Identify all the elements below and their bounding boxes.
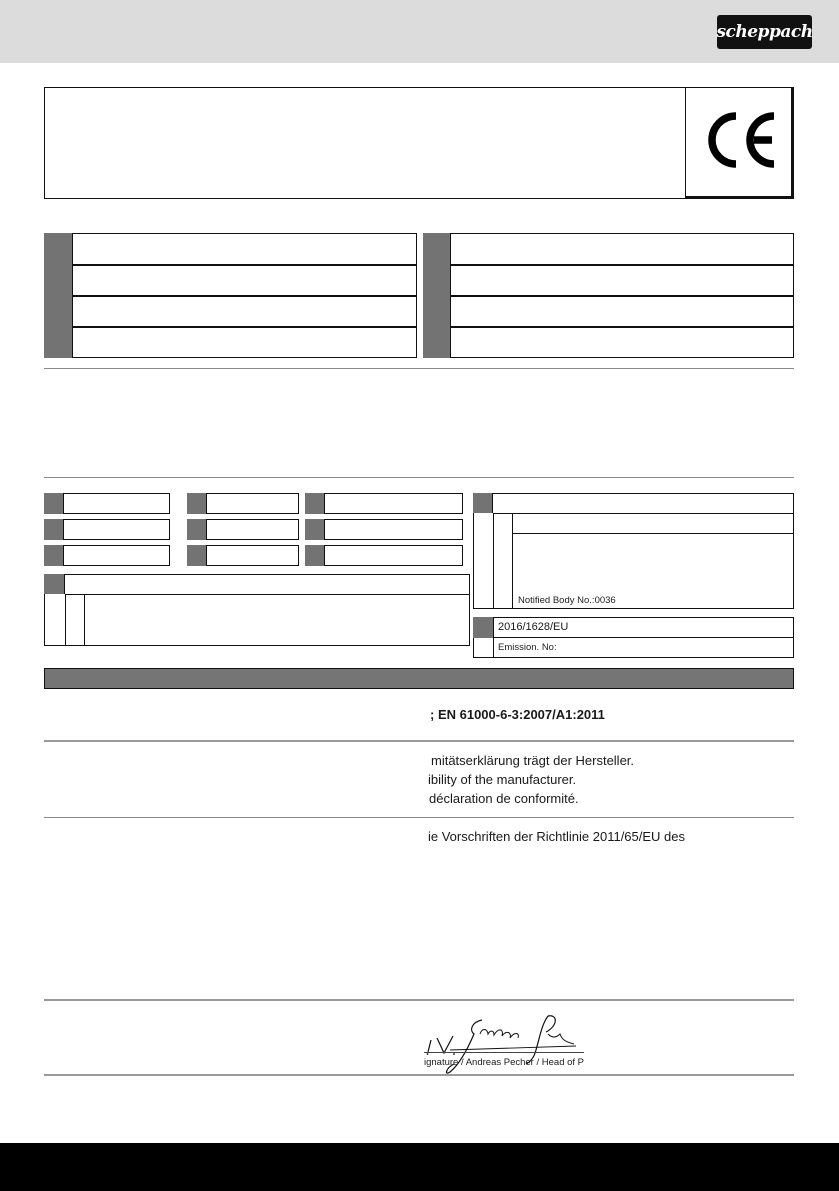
responsibility-fr: déclaration de conformité. <box>429 791 579 806</box>
section-divider <box>44 368 794 369</box>
directive-checkbox <box>44 574 65 594</box>
language-row <box>423 327 794 358</box>
footer-band <box>0 1143 839 1191</box>
language-code-box <box>44 296 73 327</box>
standards-list: ; EN 61000-6-3:2007/A1:2011 <box>430 707 605 722</box>
section-divider <box>44 740 794 742</box>
language-row <box>44 296 417 327</box>
indent-cell <box>493 513 513 609</box>
signature-image <box>424 1010 594 1080</box>
directive-checkbox <box>187 545 207 566</box>
language-code-box <box>423 327 451 358</box>
emission-number-label: Emission. No: <box>498 642 557 653</box>
box-divider <box>493 637 794 638</box>
directive-checkbox <box>187 519 207 540</box>
section-divider <box>44 999 794 1001</box>
language-code-box <box>44 233 73 265</box>
directive-checkbox <box>187 493 207 514</box>
directive-field <box>305 493 463 514</box>
box-divider <box>493 513 794 514</box>
directive-checkbox <box>44 519 64 540</box>
header-band <box>0 0 839 63</box>
language-row <box>44 265 417 296</box>
machinery-directive-box <box>473 493 794 609</box>
directive-field <box>305 545 463 566</box>
section-divider <box>44 1074 794 1076</box>
language-row <box>423 296 794 327</box>
language-code-box <box>423 296 451 327</box>
signature-line <box>424 1052 584 1053</box>
responsibility-en: ibility of the manufacturer. <box>428 772 577 787</box>
language-row <box>44 233 417 265</box>
indent-cell <box>65 594 85 646</box>
language-code-box <box>423 233 451 265</box>
language-row <box>44 327 417 358</box>
brand-logo: scheppach <box>717 15 812 49</box>
directive-checkbox <box>473 493 493 513</box>
box-divider <box>513 533 794 534</box>
language-row <box>423 233 794 265</box>
directive-checkbox <box>44 545 64 566</box>
rohs-statement: ie Vorschriften der Richtlinie 2011/65/EU des <box>428 829 686 844</box>
directive-checkbox <box>44 493 64 514</box>
notified-body-label: Notified Body No.:0036 <box>518 595 616 606</box>
directive-checkbox <box>473 617 493 638</box>
directive-checkbox <box>305 493 325 514</box>
language-row <box>423 265 794 296</box>
section-divider <box>44 817 794 818</box>
language-code-box <box>423 265 451 296</box>
signature-caption: ignature / Andreas Pecher / Head of P <box>424 1057 585 1068</box>
directive-checkbox <box>305 545 325 566</box>
responsibility-de: mitätserklärung trägt der Hersteller. <box>431 753 635 768</box>
ce-mark-icon <box>700 108 780 172</box>
box-divider <box>65 594 470 595</box>
directive-code: 2016/1628/EU <box>498 621 569 633</box>
directive-field <box>305 519 463 540</box>
standards-header-band <box>44 668 794 689</box>
language-code-box <box>44 265 73 296</box>
language-code-box <box>44 327 73 358</box>
section-divider <box>44 477 794 478</box>
directive-checkbox <box>305 519 325 540</box>
declaration-title-box <box>44 87 794 199</box>
directive-detail-box <box>44 574 470 646</box>
